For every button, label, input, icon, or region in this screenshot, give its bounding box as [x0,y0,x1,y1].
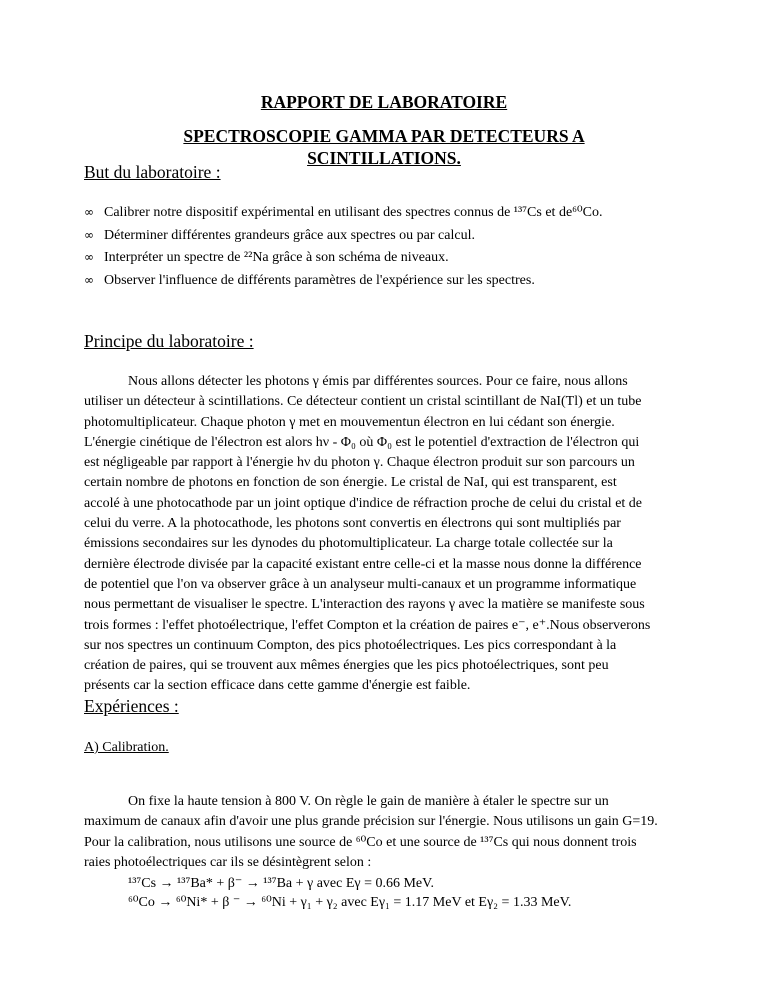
paragraph-line: de potentiel que l'on va observer grâce à un analyseur multi-canaux et un programme informatique [84,576,637,592]
paragraph-line: utiliser un détecteur à scintillations. Ce détecteur contient un cristal scintillant de NaI(Tl) et un tube [84,394,642,410]
list-item-text: Déterminer différentes grandeurs grâce aux spectres ou par calcul. [104,227,475,243]
paragraph-line: présents car la section efficace dans cette gamme d'énergie est faible. [84,678,471,694]
list-item-text: Interpréter un spectre de ²²Na grâce à son schéma de niveaux. [104,250,449,265]
goals-list [84,203,724,293]
paragraph-line: sur nos spectres un continuum Compton, des pics photoélectriques. Les pics correspondant à la [84,637,617,653]
section-heading-but: But du laboratoire : [84,162,221,182]
infinity-bullet-icon: ∞ [84,205,94,219]
paragraph-line: raies photoélectriques car ils se désintègrent selon : [84,854,372,870]
section-heading-experiences: Expériences : [84,696,179,716]
paragraph-line: création de paires, qui se trouvent aux mêmes énergies que les pics photoélectriques, sont peu [84,658,609,674]
paragraph-line: Nous allons détecter les photons γ émis par différentes sources. Pour ce faire, nous allons [128,374,628,389]
decay-equation-cs137: ¹³⁷Cs → ¹³⁷Ba* + β⁻ → ¹³⁷Ba + γ avec Eγ = 0.66 MeV. [128,876,434,891]
infinity-bullet-icon: ∞ [84,250,94,264]
list-item [84,271,724,294]
section-heading-principe: Principe du laboratoire : [84,331,254,351]
infinity-bullet-icon: ∞ [84,227,94,242]
principe-paragraph [84,372,690,697]
infinity-bullet-icon: ∞ [84,272,94,287]
paragraph-line: Pour la calibration, nous utilisons une source de ⁶⁰Co et une source de ¹³⁷Cs qui nous donnent trois [84,834,637,850]
report-title: RAPPORT DE LABORATOIRE [260,92,508,112]
paragraph-line: maximum de canaux afin d'avoir une plus grande précision sur l'énergie. Nous utilisons un gain G=19. [84,814,658,830]
list-item-text: Observer l'influence de différents paramètres de l'expérience sur les spectres. [104,272,535,288]
list-item [84,203,724,226]
decay-equation-co60: ⁶⁰Co → ⁶⁰Ni* + β ⁻ → ⁶⁰Ni + γ₁ + γ₂ avec Eγ₁ = 1.17 MeV et Eγ₂ = 1.33 MeV. [128,895,572,910]
report-subtitle: SPECTROSCOPIE GAMMA PAR DETECTEURS A SCINTILLATIONS. [183,126,585,168]
paragraph-line: accolé à une photocathode par un joint optique d'indice de réfraction proche de celui du cristal et de [84,495,643,511]
paragraph-line: nous permettant de visualiser le spectre. L'interaction des rayons γ avec la matière se manifeste sous [84,597,645,613]
paragraph-line: photomultiplicateur. Chaque photon γ met en mouvementun électron en lui cédant son énergie. [84,414,615,430]
list-item-text: Calibrer notre dispositif expérimental en utilisant des spectres connus de ¹³⁷Cs et de⁶⁰Co. [104,205,603,220]
subsection-heading-calibration: A) Calibration. [84,740,169,755]
paragraph-line: trois formes : l'effet photoélectrique, l'effet Compton et la création de paires e⁻, e⁺.Nous observerons [84,617,651,633]
paragraph-line: certain nombre de photons en fonction de son énergie. Le cristal de NaI, qui est transparent, est [84,475,617,491]
paragraph-line: émissions secondaires sur les dynodes du photomultiplicateur. La charge totale collectée sur la [84,536,613,552]
paragraph-line: est négligeable par rapport à l'énergie hν du photon γ. Chaque électron produit sur son parcours un [84,455,635,471]
paragraph-line: celui du verre. A la photocathode, les photons sont convertis en électrons qui sont multipliés par [84,516,621,532]
paragraph-line: L'énergie cinétique de l'électron est alors hν - Φ₀ où Φ₀ est le potentiel d'extraction de l'électron qui [84,434,640,450]
paragraph-line: On fixe la haute tension à 800 V. On règle le gain de manière à étaler le spectre sur un [128,794,609,809]
calibration-paragraph [84,792,690,873]
list-item [84,226,724,249]
paragraph-line: dernière électrode divisée par la capacité existant entre celle-ci et la masse nous donne la différence [84,556,642,572]
list-item [84,248,724,271]
